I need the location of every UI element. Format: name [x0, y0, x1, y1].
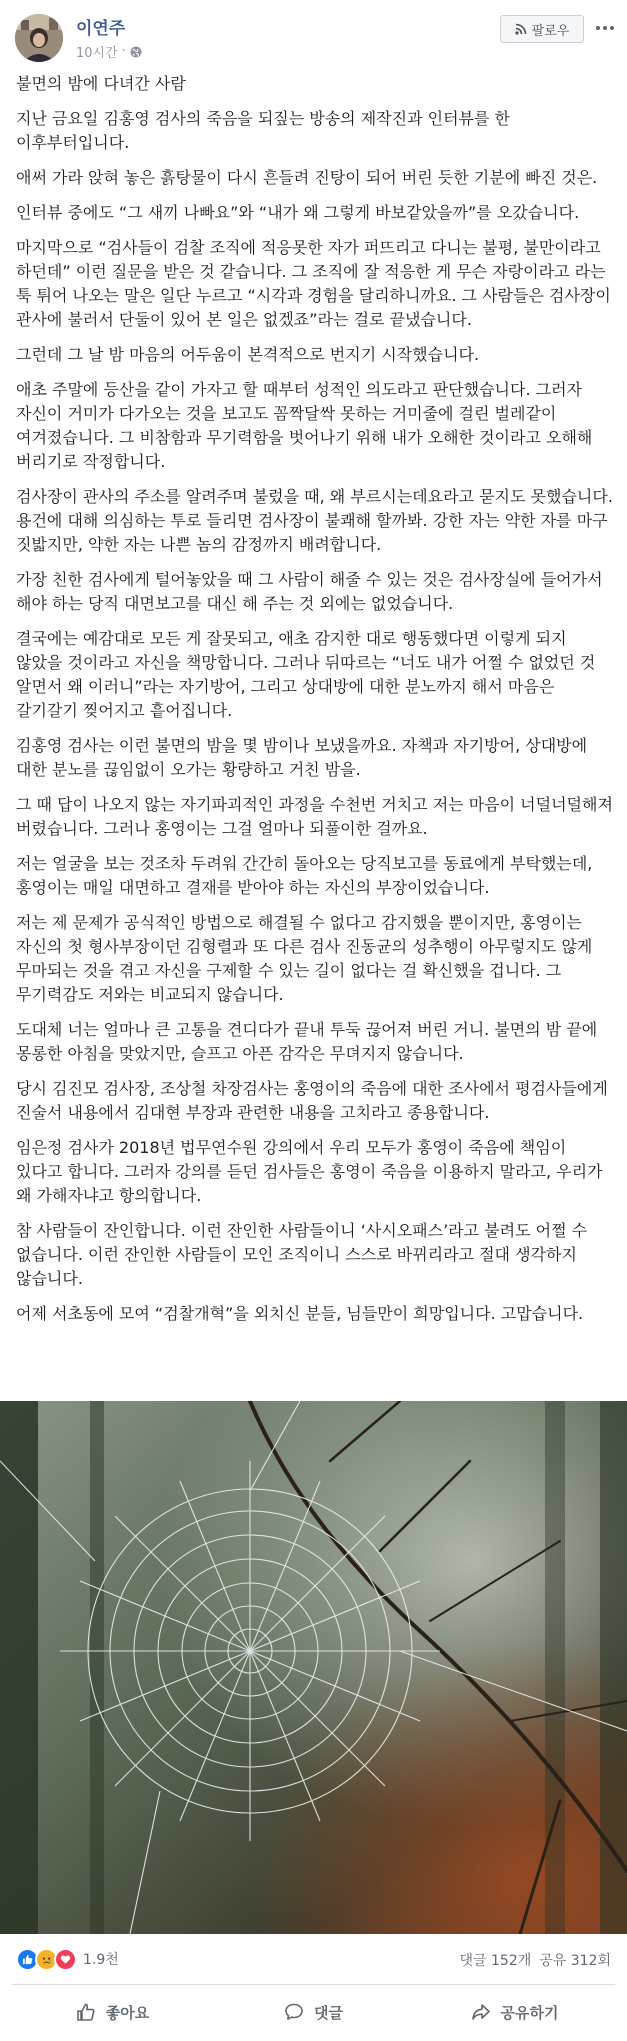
meta-separator: · [121, 44, 126, 59]
post-paragraph: 지난 금요일 김홍영 검사의 죽음을 되짚는 방송의 제작진과 인터뷰를 한 이후부터입니다. [16, 109, 510, 152]
follow-label: 팔로우 [531, 23, 570, 39]
post-paragraph: 애초 주말에 등산을 같이 가자고 할 때부터 성적인 의도라고 판단했습니다. 그러자 자신이 거미가 다가오는 것을 보고도 꼼짝달싹 못하는 거미줄에 걸린 벌레같이 여겨졌습니다. 그 비참함과 무기력함을 벗어나기 위해 내가 오해한 것이라고 오해해 버리기로 작정합니다. [16, 380, 593, 471]
post-paragraph: 그런데 그 날 밤 마음의 어두움이 본격적으로 번지기 시작했습니다. [16, 345, 480, 364]
post-paragraph: 가장 친한 검사에게 털어놓았을 때 그 사람이 해줄 수 있는 것은 검사장실에 들어가서 해야 하는 당직 대면보고를 대신 해 주는 것 외에는 없었습니다. [16, 570, 603, 613]
comment-label: 댓글 [314, 2003, 343, 2022]
more-icon[interactable] [593, 18, 617, 38]
share-label: 공유하기 [500, 2003, 559, 2022]
post-header [0, 0, 627, 70]
post-paragraph: 저는 얼굴을 보는 것조차 두려워 간간히 돌아오는 당직보고를 동료에게 부탁했는데, 홍영이는 매일 대면하고 결재를 받아야 하는 자신의 부장이었습니다. [16, 854, 593, 897]
actions-divider [12, 1984, 615, 1985]
post-actions [12, 1990, 615, 2034]
avatar[interactable] [15, 14, 63, 62]
reaction-summary[interactable] [16, 1947, 119, 1971]
post-paragraph: 어제 서초동에 모여 “검찰개혁”을 외치신 분들, 님들만이 희망입니다. 고맙습니다. [16, 1304, 584, 1323]
author-name[interactable]: 이연주 [76, 19, 126, 39]
post-content [16, 72, 613, 1337]
post-paragraph: 검사장이 관사의 주소를 알려주며 불렀을 때, 왜 부르시는데요라고 묻지도 못했습니다. 용건에 대해 의심하는 투로 들리면 검사장이 불쾌해 할까봐. 강한 자는 약한 자를 마구 짓밟지만, 약한 자는 나쁜 놈의 감정까지 배려합니다. [16, 487, 613, 554]
share-button[interactable] [414, 1990, 615, 2034]
comment-count[interactable]: 댓글 152개 [459, 1953, 532, 1969]
post-paragraph: 임은정 검사가 2018년 법무연수원 강의에서 우리 모두가 홍영이 죽음에 책임이 있다고 합니다. 그러자 강의를 듣던 검사들은 홍영이 죽음을 이용하지 말라고, 우리가 왜 가해자냐고 항의합니다. [16, 1138, 603, 1205]
comment-icon [284, 2002, 304, 2022]
post-timestamp[interactable]: 10시간 [76, 46, 118, 61]
reaction-count[interactable]: 1.9천 [83, 1952, 119, 1968]
post-paragraph: 도대체 너는 얼마나 큰 고통을 견디다가 끝내 투둑 끊어져 버린 거니. 불면의 밤 끝에 몽롱한 아침을 맞았지만, 슬프고 아픈 감각은 무뎌지지 않습니다. [16, 1020, 598, 1063]
post-photo-spiderweb[interactable] [0, 1401, 627, 1934]
post-paragraph: 참 사람들이 잔인합니다. 이런 잔인한 사람들이니 ‘사시오패스’라고 불려도 어쩔 수 없습니다. 이런 잔인한 사람들이 모인 조직이니 스스로 바뀌리라고 절대 생각하지 않습니다. [16, 1221, 588, 1288]
share-count[interactable]: 공유 312회 [539, 1953, 611, 1969]
follow-button[interactable] [500, 15, 584, 43]
comment-button[interactable] [213, 1990, 414, 2034]
rss-icon [515, 23, 527, 35]
thumbs-up-icon [76, 2002, 96, 2022]
engagement-stats [460, 1950, 612, 1970]
globe-icon [130, 46, 142, 58]
post-title: 불면의 밤에 다녀간 사람 [16, 74, 186, 93]
post-meta [76, 42, 142, 61]
post-paragraph: 애써 가라 앉혀 놓은 흙탕물이 다시 흔들려 진탕이 되어 버린 듯한 기분에 빠진 것은. [16, 168, 598, 187]
post-paragraph: 마지막으로 “검사들이 검찰 조직에 적응못한 자가 퍼뜨리고 다니는 불평, 불만이라고 하던데” 이런 질문을 받은 것 같습니다. 그 조직에 잘 적응한 게 무슨 자랑이라고 라는 툭 튀어 나오는 말은 일단 누르고 “시각과 경험을 달리하니까요. 그 사람들은 검사장이 관사에 불러서 단둘이 있어 본 일은 없겠죠”라는 걸로 끝냈습니다. [16, 238, 611, 329]
post-paragraph: 인터뷰 중에도 “그 새끼 나빠요”와 “내가 왜 그렇게 바보같았을까”를 오갔습니다. [16, 203, 580, 222]
post-paragraph: 그 때 답이 나오지 않는 자기파괴적인 과정을 수천번 거치고 저는 마음이 너덜너덜해져 버렸습니다. 그러나 홍영이는 그걸 얼마나 되풀이한 걸까요. [16, 795, 613, 838]
love-reaction-icon [54, 1948, 77, 1971]
post-paragraph: 결국에는 예감대로 모든 게 잘못되고, 애초 감지한 대로 행동했다면 이렇게 되지 않았을 것이라고 자신을 책망합니다. 그러나 뒤따르는 “너도 내가 어쩔 수 없었던 것 알면서 왜 이러니”라는 자기방어, 그리고 상대방에 대한 분노까지 해서 마음은 갈기갈기 찢어지고 흩어집니다. [16, 629, 596, 720]
share-icon [471, 2002, 491, 2022]
like-button[interactable] [12, 1990, 213, 2034]
post-paragraph: 김홍영 검사는 이런 불면의 밤을 몇 밤이나 보냈을까요. 자책과 자기방어, 상대방에 대한 분노를 끊임없이 오가는 황량하고 거친 밤을. [16, 736, 588, 779]
like-label: 좋아요 [105, 2003, 150, 2022]
post-paragraph: 저는 제 문제가 공식적인 방법으로 해결될 수 없다고 감지했을 뿐이지만, 홍영이는 자신의 첫 형사부장이던 김형렬과 또 다른 검사 진동균의 성추행이 아무렇지도 않게 무마되는 것을 겪고 자신을 구제할 수 있는 길이 없다는 걸 확신했을 겁니다. 그 무기력감도 저와는 비교되지 않습니다. [16, 913, 593, 1004]
post-paragraph: 당시 김진모 검사장, 조상철 차장검사는 홍영이의 죽음에 대한 조사에서 평검사들에게 진술서 내용에서 김대현 부장과 관련한 내용을 고치라고 종용합니다. [16, 1079, 608, 1122]
